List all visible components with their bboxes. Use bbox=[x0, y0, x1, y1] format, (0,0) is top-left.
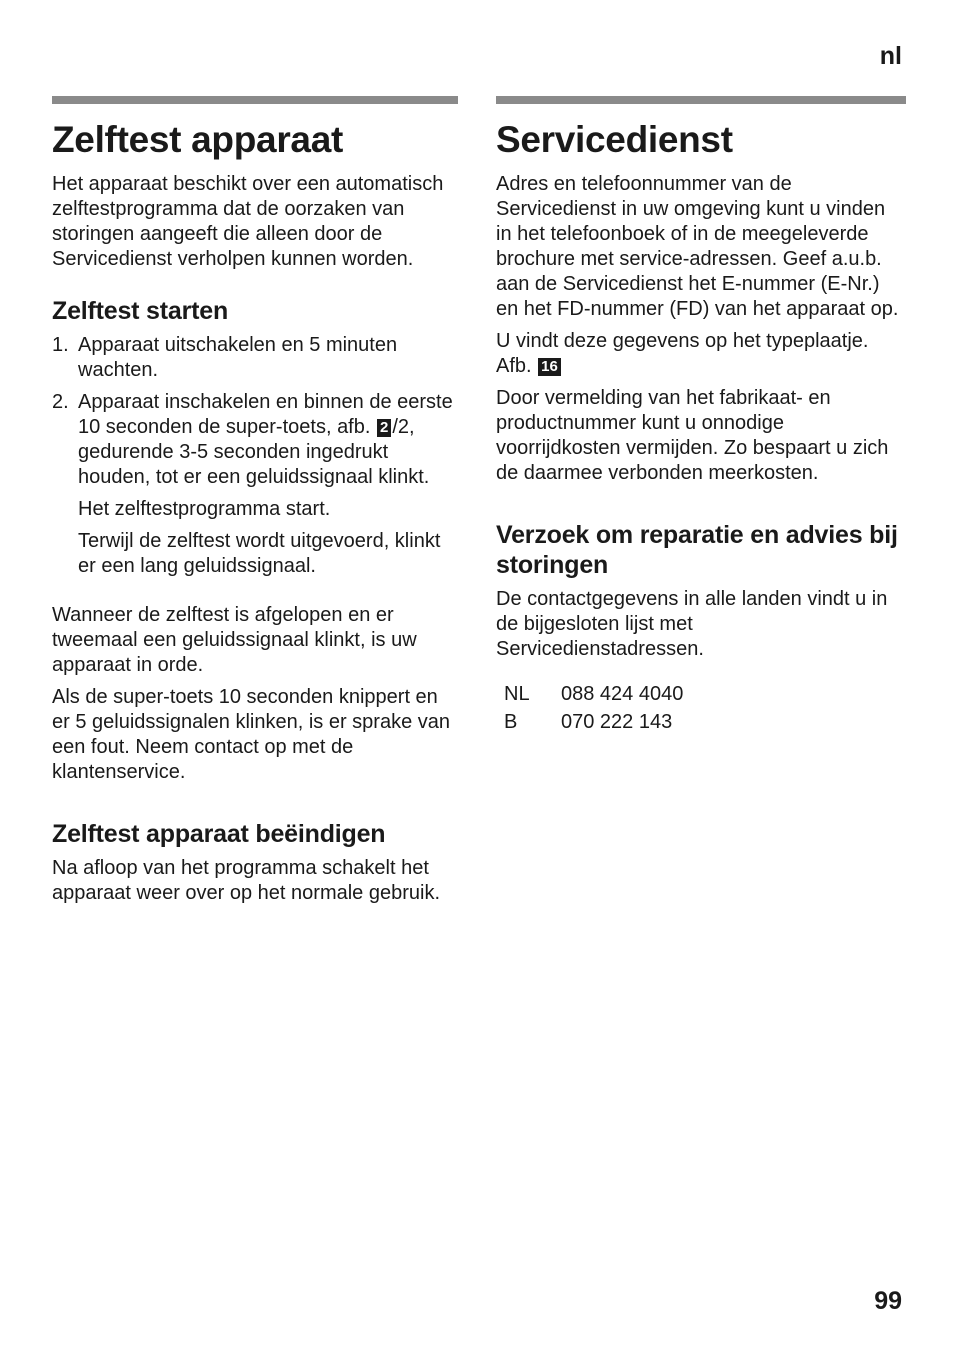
section-rule bbox=[52, 96, 458, 104]
heading-zelftest-starten: Zelftest starten bbox=[52, 297, 229, 325]
table-row bbox=[504, 708, 683, 736]
section-rule bbox=[496, 96, 906, 104]
country-code: NL bbox=[504, 683, 530, 705]
heading-verzoek-reparatie: Verzoek om reparatie en advies bij storingen bbox=[496, 521, 898, 579]
typeplate-text: U vindt deze gegevens op het typeplaatje. Afb. bbox=[496, 330, 869, 377]
paragraph-ok: Wanneer de zelftest is afgelopen en er tweemaal een geluidssignaal klinkt, is uw apparaat in orde. bbox=[52, 604, 417, 676]
left-column bbox=[52, 96, 458, 906]
paragraph-end: Na afloop van het programma schakelt het apparaat weer over op het normale gebruik. bbox=[52, 857, 441, 904]
page-number: 99 bbox=[874, 1287, 902, 1315]
step-result: Het zelftestprogramma start. bbox=[78, 498, 331, 520]
heading-zelftest-beeindigen: Zelftest apparaat beëindigen bbox=[52, 820, 386, 848]
service-costs: Door vermelding van het fabrikaat- en productnummer kunt u onnodige voorrijdkosten vermijden. Zo bespaart u zich de daarmee verbonden meerkosten. bbox=[496, 387, 889, 484]
phone-number: 088 424 4040 bbox=[561, 683, 684, 705]
figure-ref-badge: 16 bbox=[538, 358, 561, 376]
step-number: 1. bbox=[52, 334, 69, 356]
service-typeplate bbox=[496, 329, 906, 379]
page-title-servicedienst: Servicedienst bbox=[496, 119, 733, 160]
contact-paragraph: De contactgegevens in alle landen vindt u in de bijgesloten lijst met Servicedienstadressen. bbox=[496, 588, 888, 660]
figure-ref-badge: 2 bbox=[377, 419, 391, 437]
right-column bbox=[496, 96, 906, 736]
step-number: 2. bbox=[52, 391, 69, 413]
language-code: nl bbox=[879, 42, 902, 70]
step-result: Terwijl de zelftest wordt uitgevoerd, klinkt er een lang geluidssignaal. bbox=[78, 530, 441, 577]
service-paragraph: Adres en telefoonnummer van de Servicedienst in uw omgeving kunt u vinden in het telefoonboek of in de meegeleverde brochure met service-adressen. Geef a.u.b. aan de Servicedienst het E-nummer (E-Nr.) en het FD-nummer (FD) van het apparaat op. bbox=[496, 173, 899, 320]
step-text-cont: /2, gedurende 3-5 seconden ingedrukt houden, tot er een geluidssignaal klinkt. bbox=[78, 416, 430, 488]
list-item bbox=[52, 390, 458, 490]
list-item bbox=[52, 333, 458, 383]
step-text: Apparaat uitschakelen en 5 minuten wachten. bbox=[78, 334, 398, 381]
step-text: Apparaat inschakelen en binnen de eerste 10 seconden de super-toets, afb. bbox=[78, 391, 453, 438]
page-title-zelftest: Zelftest apparaat bbox=[52, 119, 343, 160]
intro-paragraph: Het apparaat beschikt over een automatisch zelftestprogramma dat de oorzaken van storingen aangeeft die alleen door de Servicedienst verholpen kunnen worden. bbox=[52, 173, 444, 270]
country-code: B bbox=[504, 711, 518, 733]
phone-number: 070 222 143 bbox=[561, 711, 673, 733]
table-row bbox=[504, 680, 683, 708]
paragraph-error: Als de super-toets 10 seconden knippert en er 5 geluidssignalen klinken, is er sprake van een fout. Neem contact op met de klantenservice. bbox=[52, 686, 450, 783]
phone-table bbox=[504, 680, 683, 736]
steps-list bbox=[52, 333, 458, 490]
